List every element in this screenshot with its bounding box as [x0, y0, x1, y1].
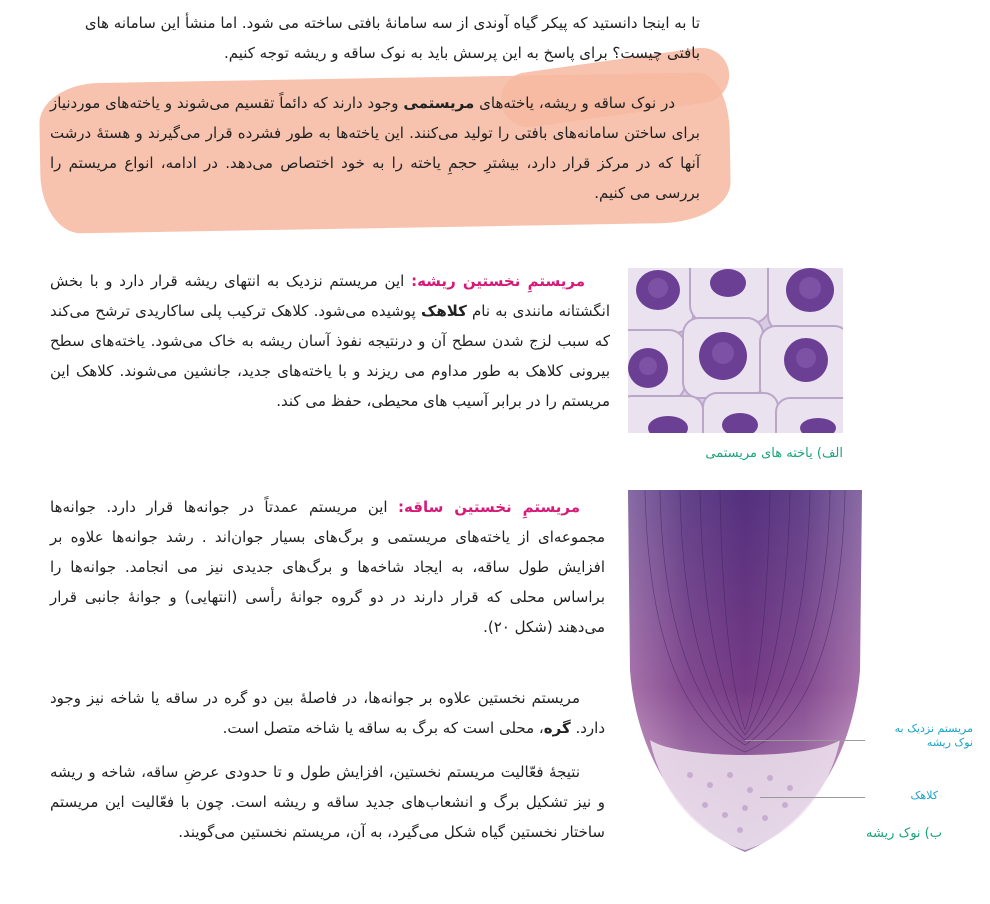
bold-term-node: گره — [543, 719, 571, 737]
label-meristem-near-root-tip: مریستم نزدیک به نوک ریشه — [894, 722, 973, 749]
root-meristem-heading: مریستمِ نخستین ریشه: — [411, 272, 585, 290]
label-root-cap: کلاهک — [910, 789, 938, 802]
figure-caption-a: الف) یاخته های مریستمی — [705, 446, 843, 461]
stem-meristem-paragraph: مریستمِ نخستین ساقه: این مریستم عمدتاً در جوانه‌ها قرار دارد. جوانه‌ها مجموعه‌ای از یاخته‌های مریستمی و برگ‌های بسیار جوان‌اند . رشد جوانه‌ها علاوه بر افزایش طول ساقه، به ایجاد شاخه‌ها و برگ‌های جدیدی نیز می انجامد. جوانه‌ها را براساس محلی که قرار دارند در دو گروه جوانهٔ رأسی (انتهایی) و جوانهٔ جانبی قرار می‌دهند (شکل ۲۰). — [50, 498, 605, 636]
intro-paragraph — [50, 8, 700, 68]
meristem-leader-line — [745, 740, 865, 741]
figure-caption-b: ب) نوک ریشه — [865, 826, 942, 841]
intro-line-1: تا به اینجا دانستید که پیکر گیاه آوندی از سه سامانهٔ بافتی ساخته می شود. اما منشأ این سامانه های — [84, 14, 700, 32]
meristem-intro-paragraph: در نوک ساقه و ریشه، یاخته‌های مریستمی وجود دارند که دائماً تقسیم می‌شوند و یاخته‌های مورد‌نیاز برای ساختن سامانه‌های بافتی را تولید می‌کنند. این یاخته‌ها به طور فشرده قرار می‌گیرند و هستهٔ درشت آنها که در مرکز قرار دارد، بیشترِ حجمِ یاخته را به خود اختصاص می‌دهد. در ادامه، انواع مریستم را بررسی می کنیم. — [50, 94, 700, 202]
meristem-cells-micrograph — [628, 268, 843, 433]
stem-meristem-heading: مریستمِ نخستین ساقه: — [398, 498, 580, 516]
root-tip-micrograph — [620, 490, 870, 855]
bold-term-meristem: مریستمی — [403, 94, 475, 112]
internode-paragraph: مریستم نخستین علاوه بر جوانه‌ها، در فاصلهٔ بین دو گره در ساقه یا شاخه نیز وجود دارد. گره، محلی است که برگ به ساقه یا شاخه متصل است. — [50, 689, 605, 737]
root-tip-image — [620, 490, 870, 855]
root-cap-leader-line — [760, 797, 865, 798]
primary-meristem-result-paragraph: نتیجهٔ فعّالیت مریستم نخستین، افزایش طول و تا حدودی عرضِ ساقه، شاخه و ریشه و نیز تشکیل برگ و انشعاب‌های جدید ساقه و ریشه است. چون با فعّالیت این مریستم ساختار نخستین گیاه شکل می‌گیرد، به آن، مریستم نخستین می‌گویند. — [50, 763, 605, 841]
bold-term-root-cap: کلاهک — [420, 302, 467, 320]
meristem-cells-image — [628, 268, 843, 433]
intro-line-2: بافتی چیست؟ برای پاسخ به این پرسش باید به نوک ساقه و ریشه توجه کنیم. — [223, 44, 700, 62]
root-meristem-paragraph: مریستمِ نخستین ریشه: این مریستم نزدیک به انتهای ریشه قرار دارد و با بخش انگشتانه مانندی به نام کلاهک پوشیده می‌شود. کلاهک ترکیب پلی ساکاریدی ترشح می‌کند که سبب لزج شدن سطح آن و درنتیجه نفوذ آسان ریشه به خاک می‌شود. یاخته‌های سطح بیرونی کلاهک به طور مداوم می ریزند و با یاخته‌های جدید، جانشین می‌شوند. کلاهک این مریستم را در برابر آسیب های محیطی، حفظ می کند. — [50, 272, 610, 410]
